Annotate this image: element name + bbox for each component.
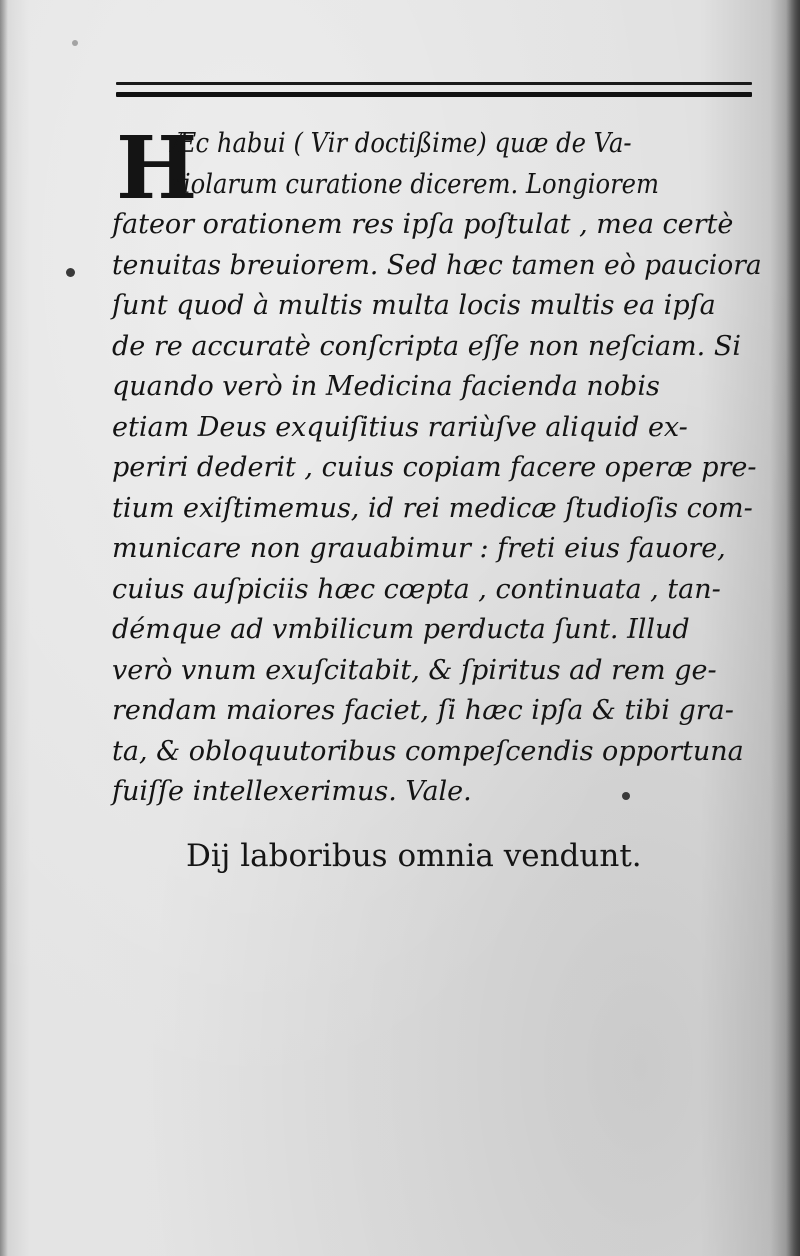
- text-line: quando verò in Medicina facienda nobis: [112, 371, 660, 402]
- text-line: démque ad vmbilicum perducta ſunt. Illud: [112, 614, 690, 645]
- text-line: municare non grauabimur : freti eius fauore,: [112, 533, 726, 564]
- closing-motto: Dij laboribus omnia vendunt.: [186, 838, 642, 874]
- text-line: cuius auſpiciis hæc cœpta , continuata , tan-: [112, 573, 721, 605]
- header-rule: [116, 82, 752, 85]
- text-line: de re accuratè conſcripta eſſe non neſciam. Si: [112, 330, 741, 362]
- text-line: Æc habui ( Vir doctißime) quæ de Va-: [171, 128, 632, 159]
- text-line: tenuitas breuiorem. Sed hæc tamen eò pauciora: [112, 249, 762, 281]
- letter-text: [112, 118, 762, 813]
- text-line: fuiſſe intellexerimus. Vale.: [112, 776, 472, 807]
- text-line: verò vnum exuſcitabit, & ſpiritus ad rem ge-: [112, 654, 717, 686]
- text-line: riolarum curatione dicerem. Longiorem: [171, 168, 659, 200]
- page-left-edge-shadow: [0, 0, 8, 1256]
- page-gutter-shadow: [786, 0, 800, 1256]
- text-line: tium exiſtimemus, id rei medicæ ſtudioſis com-: [112, 492, 753, 524]
- drop-cap: H: [116, 118, 198, 219]
- text-line: periri dederit , cuius copiam facere operæ pre-: [112, 452, 757, 483]
- header-rule-lower: [116, 92, 752, 97]
- opening-lines: [112, 118, 762, 219]
- text-line: fateor orationem res ipſa poſtulat , mea certè: [112, 209, 734, 240]
- text-line: ta, & obloquutoribus compeſcendis opportuna: [112, 735, 744, 767]
- ink-spot: [66, 268, 75, 277]
- text-line: etiam Deus exquiſitius rariùſve aliquid ex-: [112, 411, 688, 443]
- ink-spot: [72, 40, 78, 46]
- text-line: rendam maiores faciet, ſi hæc ipſa & tibi gra-: [112, 695, 734, 726]
- text-line: ſunt quod à multis multa locis multis ea ipſa: [112, 290, 716, 321]
